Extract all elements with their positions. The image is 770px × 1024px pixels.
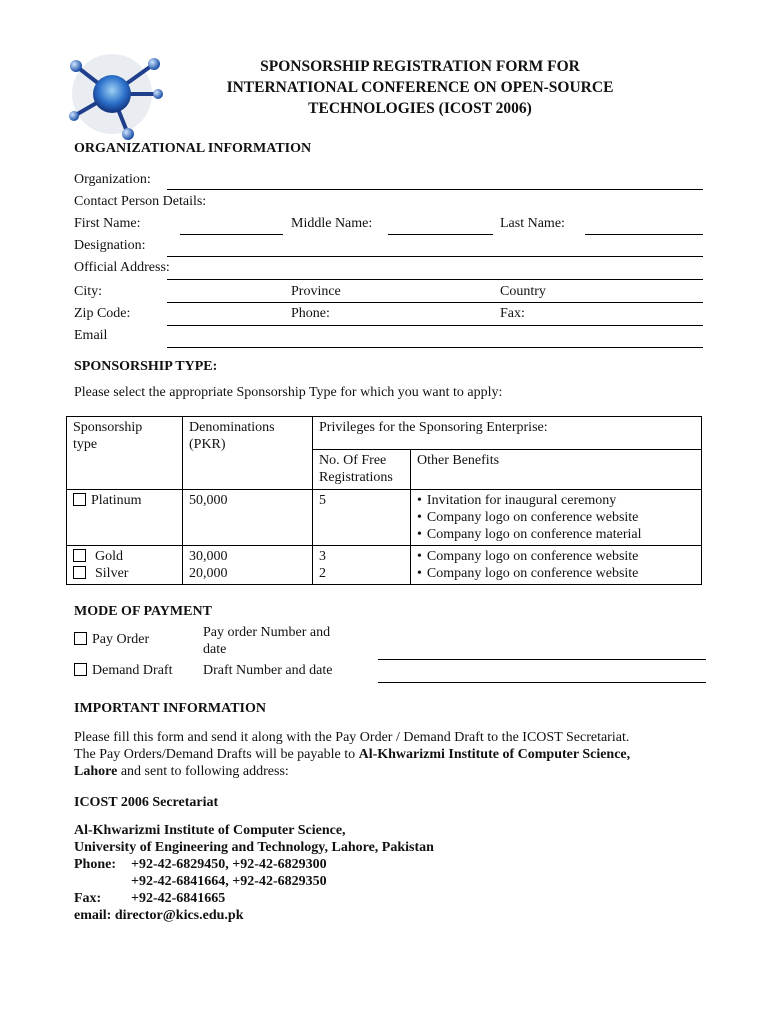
platinum-label: Platinum: [91, 493, 142, 508]
pay-order-checkbox[interactable]: [74, 632, 87, 645]
sponsorship-type-cell: [67, 546, 183, 585]
silver-label: Silver: [95, 566, 129, 581]
sponsorship-table: [66, 416, 702, 585]
silver-free: 2: [319, 566, 326, 581]
address-phone-1: +92-42-6829450, +92-42-6829300: [131, 857, 327, 872]
demand-draft-label: Demand Draft: [92, 663, 173, 678]
header-free-line: No. Of Free: [319, 453, 387, 468]
city-name: Lahore: [74, 764, 118, 779]
address-fax-label: Fax:: [74, 891, 102, 906]
sponsorship-instruction: Please select the appropriate Sponsorship Type for which you want to apply:: [74, 385, 503, 400]
pay-order-option[interactable]: [74, 632, 149, 648]
gold-amount: 30,000: [189, 549, 228, 564]
silver-amount: 20,000: [189, 566, 228, 581]
important-line-2-text: The Pay Orders/Demand Drafts will be payable to: [74, 747, 359, 762]
city-province-country-field[interactable]: [167, 302, 703, 303]
important-line-2: [74, 747, 630, 763]
form-title: [175, 56, 665, 119]
gold-label: Gold: [95, 549, 123, 564]
address-field[interactable]: [167, 279, 703, 280]
city-label: City:: [74, 284, 103, 299]
header-free-registrations: [313, 450, 411, 490]
address-fax: +92-42-6841665: [131, 891, 226, 906]
address-email[interactable]: email: director@kics.edu.pk: [74, 908, 244, 923]
pay-order-number-line: Pay order Number and: [203, 625, 331, 640]
benefit-item: • Company logo on conference material: [417, 526, 695, 543]
address-phone-label: Phone:: [74, 857, 116, 872]
gold-free: 3: [319, 549, 326, 564]
middle-name-label: Middle Name:: [291, 216, 373, 231]
title-line: TECHNOLOGIES (ICOST 2006): [308, 100, 532, 117]
header-other-benefits: Other Benefits: [411, 450, 702, 490]
conference-logo: [62, 46, 170, 146]
benefits-cell: [411, 490, 702, 546]
header-privileges: Privileges for the Sponsoring Enterprise:: [313, 417, 702, 450]
pay-order-number-line: date: [203, 642, 227, 657]
draft-number-label: Draft Number and date: [203, 663, 333, 678]
header-free-line: Registrations: [319, 470, 393, 485]
organization-label: Organization:: [74, 172, 151, 187]
sponsorship-heading: SPONSORSHIP TYPE:: [74, 359, 218, 374]
zip-label: Zip Code:: [74, 306, 131, 321]
important-heading: IMPORTANT INFORMATION: [74, 701, 267, 716]
sponsorship-type-cell: [67, 490, 183, 546]
benefit-item: • Company logo on conference website: [417, 509, 695, 526]
email-label: Email: [74, 328, 108, 343]
silver-checkbox[interactable]: [73, 566, 86, 579]
pay-order-number-field[interactable]: [378, 659, 706, 660]
designation-label: Designation:: [74, 238, 146, 253]
pay-order-label: Pay Order: [92, 632, 150, 647]
important-line-3-text: and sent to following address:: [117, 764, 289, 779]
table-header-row: [67, 417, 702, 450]
platinum-checkbox[interactable]: [73, 493, 86, 506]
first-name-label: First Name:: [74, 216, 141, 231]
phone-label: Phone:: [291, 306, 330, 321]
amount-cell: 50,000: [183, 490, 313, 546]
country-label: Country: [500, 284, 546, 299]
draft-number-field[interactable]: [378, 682, 706, 683]
org-heading: ORGANIZATIONAL INFORMATION: [74, 141, 312, 156]
address-phone-2: +92-42-6841664, +92-42-6829350: [131, 874, 327, 889]
important-line-1: Please fill this form and send it along with the Pay Order / Demand Draft to the ICOST Secretariat.: [74, 730, 630, 745]
first-name-field[interactable]: [180, 234, 283, 235]
header-type: [67, 417, 183, 490]
header-type-line: type: [73, 437, 98, 452]
email-field[interactable]: [167, 347, 703, 348]
middle-name-field[interactable]: [388, 234, 493, 235]
institute-name: Al-Khwarizmi Institute of Computer Science,: [358, 747, 631, 762]
secretariat-title: ICOST 2006 Secretariat: [74, 795, 219, 810]
designation-field[interactable]: [167, 256, 703, 257]
header-denomination-line: Denominations: [189, 420, 275, 435]
title-line: INTERNATIONAL CONFERENCE ON OPEN-SOURCE: [226, 79, 614, 96]
free-registrations-cell: 5: [313, 490, 411, 546]
zip-phone-fax-field[interactable]: [167, 325, 703, 326]
demand-draft-option[interactable]: [74, 663, 172, 679]
benefit-item: • Company logo on conference website: [417, 548, 695, 565]
gold-checkbox[interactable]: [73, 549, 86, 562]
table-row: [67, 546, 702, 585]
benefit-item: • Invitation for inaugural ceremony: [417, 492, 695, 509]
amount-cell: [183, 546, 313, 585]
important-line-3: [74, 764, 289, 780]
header-type-line: Sponsorship: [73, 420, 143, 435]
demand-draft-checkbox[interactable]: [74, 663, 87, 676]
address-label: Official Address:: [74, 260, 170, 275]
payment-heading: MODE OF PAYMENT: [74, 604, 212, 619]
last-name-label: Last Name:: [500, 216, 565, 231]
title-line: SPONSORSHIP REGISTRATION FORM FOR: [260, 58, 580, 75]
organization-field[interactable]: [167, 189, 703, 190]
benefits-cell: [411, 546, 702, 585]
address-institute: Al-Khwarizmi Institute of Computer Science,: [74, 823, 346, 838]
fax-label: Fax:: [500, 306, 525, 321]
contact-label: Contact Person Details:: [74, 194, 207, 209]
last-name-field[interactable]: [585, 234, 703, 235]
pay-order-number-label: [203, 624, 330, 658]
address-university: University of Engineering and Technology, Lahore, Pakistan: [74, 840, 434, 855]
benefit-item: • Company logo on conference website: [417, 565, 695, 582]
free-registrations-cell: [313, 546, 411, 585]
province-label: Province: [291, 284, 341, 299]
table-row: [67, 490, 702, 546]
header-denomination-line: (PKR): [189, 437, 226, 452]
header-denomination: [183, 417, 313, 490]
